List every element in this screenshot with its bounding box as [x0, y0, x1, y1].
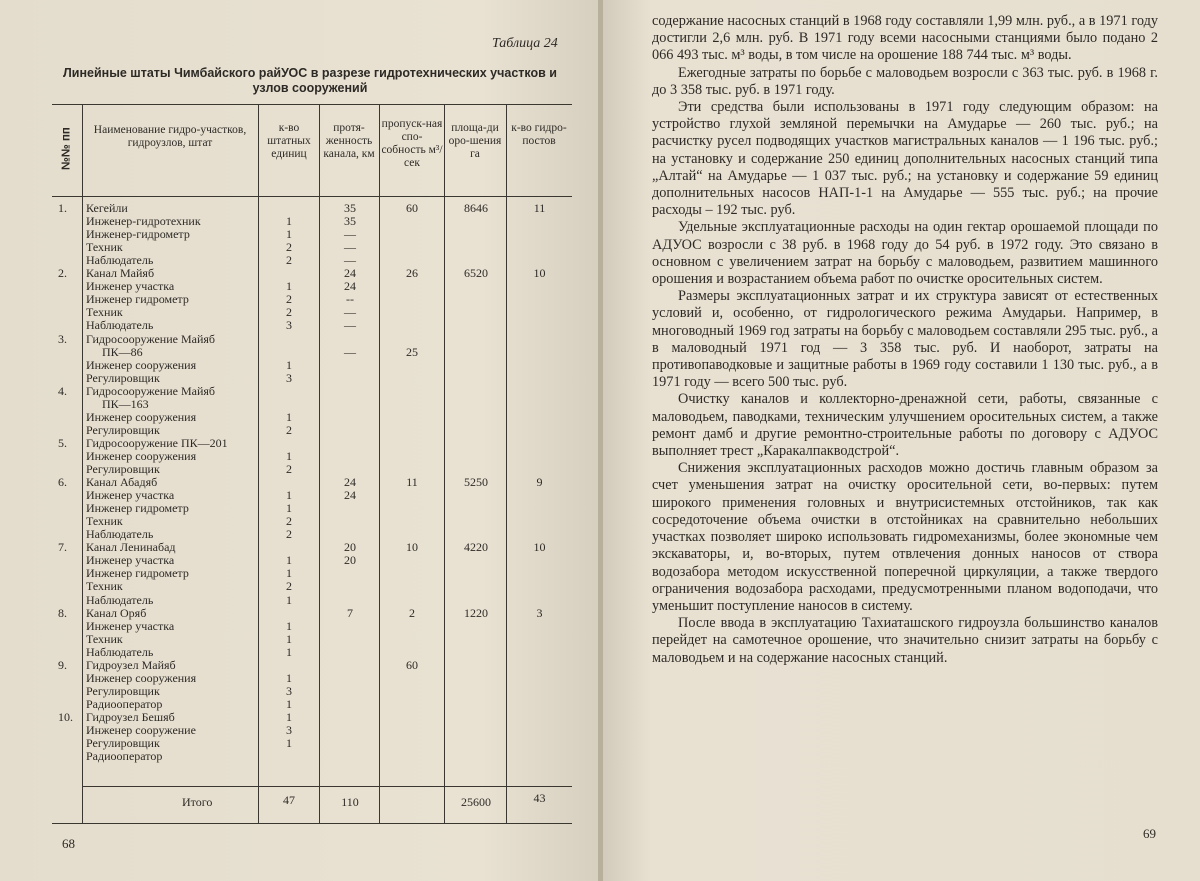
row-units: 1 [286, 409, 292, 424]
total-length: 110 [341, 795, 359, 809]
header-posts: к-во гидро-постов [511, 122, 567, 147]
row-capacity: 60 [406, 657, 418, 672]
total-label: Итого [182, 795, 213, 809]
row-units: 2 [286, 240, 292, 255]
row-name: Радиооператор [86, 696, 163, 711]
row-units: 1 [286, 488, 292, 503]
row-area: 8646 [464, 201, 488, 215]
table-title: Линейные штаты Чимбайского райУОС в разрезе гидротехнических участков и узлов сооружений [63, 66, 557, 95]
paragraph: После ввода в эксплуатацию Тахиаташского гидроузла большинство каналов перейдет на самотечное орошение, что значительно снизит затраты на борьбу с маловодьем и на содержание насосных станций. [652, 615, 1158, 666]
header-units: к-во штатных единиц [267, 122, 311, 160]
row-name: Техник [86, 631, 123, 646]
row-name: Радиооператор [86, 749, 163, 764]
row-posts: 11 [533, 201, 546, 215]
row-num: 8. [58, 605, 67, 620]
row-units: 2 [286, 462, 292, 476]
paragraph: Снижения эксплуатационных расходов можно достичь главным образом за счет уменьшения затрат на очистку оросительной сети, во-первых: путем широкого применения головных и внутрисистемных отстойников, так как сосредоточение объема очистки в отстойниках на сравнительно небольших участках позволяет широко использовать гидромеханизмы, более экономные чем экскаваторы, и, во-вторых, путем отвлечения донных наносов от створа водозабора методом искусственной поперечной циркуляции, а также твердого ограничения водозабора расходами, предусмотренными планом водоподачи, что уменьшит поступление наносов в систему. [652, 460, 1158, 614]
paragraph: Ежегодные затраты по борьбе с маловодьем возросли с 363 тыс. руб. в 1968 г. до 3 358 тыс. руб. в 1971 году. [652, 64, 1158, 98]
row-num: 4. [58, 383, 67, 398]
row-num: 7. [58, 540, 67, 555]
row-units: 2 [286, 305, 292, 320]
row-name: Кегейли [86, 201, 128, 215]
total-area: 25600 [461, 795, 491, 809]
row-units: 1 [286, 631, 292, 646]
row-name: Регулировщик [86, 422, 160, 437]
row-units: 1 [286, 553, 292, 568]
row-num: 9. [58, 657, 67, 672]
row-units: 2 [286, 527, 292, 542]
row-capacity: 11 [406, 475, 418, 490]
row-length: 24 [344, 488, 356, 503]
row-name: Инженер сооружение [86, 723, 196, 737]
row-length: — [344, 318, 356, 333]
row-capacity: 26 [406, 266, 418, 281]
row-units: 1 [286, 214, 292, 229]
row-units: 1 [286, 448, 292, 463]
row-units: 2 [286, 422, 292, 437]
row-name: Техник [86, 514, 123, 529]
row-name: Регулировщик [86, 736, 160, 751]
row-name: Инженер участка [86, 279, 175, 294]
row-name: Канал Абадяб [86, 475, 158, 490]
row-length: — [344, 344, 356, 359]
total-posts: 43 [533, 791, 546, 805]
paragraph: содержание насосных станций в 1968 году составляли 1,99 млн. руб., а в 1971 году достигли 2,6 млн. руб. В 1971 году всеми насосными станциями было подано 2 066 493 тыс. м³ воды, в том числе на орошение 188 744 тыс. м³ воды. [652, 13, 1158, 64]
header-area: площа-ди оро-шения га [448, 122, 502, 160]
row-length: 24 [344, 266, 356, 281]
row-name: ПК—163 [102, 396, 149, 411]
header-num: №№ пп [60, 127, 73, 170]
row-units: 1 [286, 736, 292, 751]
page-number-left: 68 [62, 836, 75, 851]
row-length: 35 [344, 201, 356, 215]
row-num: 10. [58, 709, 73, 724]
row-name: Инженер гидрометр [86, 566, 189, 581]
row-length: -- [346, 292, 354, 307]
row-name: Техник [86, 305, 123, 320]
row-length: 24 [344, 279, 356, 294]
row-length: — [344, 227, 356, 242]
header-length: протя-женность канала, км [323, 122, 375, 160]
paragraph: Удельные эксплуатационные расходы на один гектар орошаемой площади по АДУОС возросли с 38 руб. в 1968 году до 54 руб. в 1972 году. Это связано в основном с увеличением затрат на борьбу с маловодьем, развитием машинного орошения и возрастанием объема работ по очистке оросительных систем. [652, 219, 1158, 288]
row-capacity: 10 [406, 540, 418, 555]
row-name: Наблюдатель [86, 318, 154, 333]
row-num: 3. [58, 331, 67, 346]
row-name: Наблюдатель [86, 644, 154, 659]
row-name: Инженер-гидротехник [86, 214, 201, 229]
body-text [652, 13, 1158, 667]
row-length: 20 [344, 540, 356, 555]
row-area: 5250 [464, 475, 488, 490]
row-area: 1220 [464, 605, 488, 620]
row-length: 20 [344, 553, 356, 568]
row-name: Техник [86, 240, 123, 255]
row-name: Гидросооружение Майяб [86, 331, 215, 346]
row-name: Канал Оряб [86, 605, 147, 620]
table-number: Таблица 24 [492, 36, 558, 51]
row-name: Инженер сооружения [86, 409, 197, 424]
row-units: 2 [286, 514, 292, 529]
row-area: 4220 [464, 540, 488, 555]
row-length: — [344, 240, 356, 255]
row-length: 35 [344, 214, 356, 229]
row-area: 6520 [464, 266, 488, 281]
row-units: 1 [286, 696, 292, 711]
row-units: 3 [286, 318, 292, 333]
row-units: 3 [286, 683, 292, 698]
row-name: Техник [86, 579, 123, 594]
row-units: 3 [286, 723, 292, 737]
row-name: Инженер гидрометр [86, 501, 189, 516]
row-length: 24 [344, 475, 356, 490]
row-name: Инженер гидрометр [86, 292, 189, 307]
row-name: Инженер участка [86, 488, 175, 503]
row-name: Гидроузел Майяб [86, 657, 176, 672]
row-units: 1 [286, 279, 292, 294]
row-posts: 10 [533, 540, 546, 555]
staff-table [52, 104, 572, 823]
row-units: 1 [286, 592, 292, 607]
row-name: Инженер участка [86, 618, 175, 633]
row-units: 1 [286, 357, 292, 372]
row-name: Гидросооружение ПК—201 [86, 435, 228, 450]
row-length: 7 [347, 605, 353, 620]
row-posts: 10 [533, 266, 546, 281]
right-page [603, 0, 1200, 881]
row-units: 3 [286, 370, 292, 385]
row-units: 1 [286, 566, 292, 581]
row-units: 1 [286, 227, 292, 242]
row-length: — [344, 305, 356, 320]
paragraph: Размеры эксплуатационных затрат и их структура зависят от естественных условий и, особенно, от гидрологического режима Амударьи. Например, в многоводный 1969 год затраты на борьбу с маловодьем составляли 295 тыс. руб., а в маловодный 1971 год — 3 358 тыс. руб. И наоборот, затраты на противопаводковые и защитные работы в 1969 году составили 1 130 тыс. руб., а в 1971 году — всего 500 тыс. руб. [652, 288, 1158, 391]
row-units: 1 [286, 618, 292, 633]
row-units: 1 [286, 670, 292, 685]
row-capacity: 2 [409, 605, 415, 620]
row-units: 1 [286, 644, 292, 659]
paragraph: Эти средства были использованы в 1971 году следующим образом: на устройство глухой земляной перемычки на Амударье — 260 тыс. руб.; на расчистку русел подводящих участков магистральных каналов — 1 196 тыс. руб.; на установку и содержание 250 единиц дополнительных насосных станций типа „Алтай“ на Амударье — 1 037 тыс. руб.; на установку и содержание 59 единиц дополнительных насосов НАП-1-1 на Амударье — 555 тыс. руб.; на прочие расходы – 192 тыс. руб. [652, 99, 1158, 219]
row-name: Инженер сооружения [86, 357, 197, 372]
row-units: 1 [286, 709, 292, 724]
row-posts: 3 [536, 605, 543, 620]
row-name: Регулировщик [86, 462, 160, 476]
page-number-right: 69 [1143, 826, 1156, 841]
row-name: Инженер-гидрометр [86, 227, 190, 242]
row-num: 5. [58, 435, 67, 450]
row-units: 2 [286, 253, 292, 268]
row-name: Наблюдатель [86, 527, 154, 542]
row-name: Инженер сооружения [86, 670, 197, 685]
row-units: 2 [286, 292, 292, 307]
row-name: Наблюдатель [86, 253, 154, 268]
row-name: Канал Ленинабад [86, 540, 176, 555]
row-capacity: 25 [406, 344, 418, 359]
row-name: Инженер сооружения [86, 448, 197, 463]
row-name: Регулировщик [86, 370, 160, 385]
row-num: 6. [58, 475, 67, 490]
row-posts: 9 [536, 475, 543, 490]
header-name: Наименование гидро-участков, гидроузлов, штат [93, 124, 247, 149]
row-units: 1 [286, 501, 292, 516]
row-name: Канал Майяб [86, 266, 155, 281]
paragraph: Очистку каналов и коллекторно-дренажной сети, работы, связанные с маловодьем, паводками, техническим улучшением оросительных систем, а также ремонт дамб и другие ремонтно-строительные работы по договору с АДУОС выполняет трест „Каракалпакводстрой“. [652, 391, 1158, 460]
row-name: Гидросооружение Майяб [86, 383, 215, 398]
row-name: ПК—86 [102, 344, 143, 359]
row-name: Наблюдатель [86, 592, 154, 607]
header-capacity: пропуск-ная спо-собность м³/сек [381, 118, 443, 169]
row-units: 2 [286, 579, 292, 594]
row-name: Инженер участка [86, 553, 175, 568]
row-capacity: 60 [406, 201, 418, 215]
row-num: 2. [58, 266, 67, 281]
row-length: — [344, 253, 356, 268]
row-name: Регулировщик [86, 683, 160, 698]
row-num: 1. [58, 201, 67, 215]
total-units: 47 [283, 793, 295, 807]
row-name: Гидроузел Бешяб [86, 709, 175, 724]
